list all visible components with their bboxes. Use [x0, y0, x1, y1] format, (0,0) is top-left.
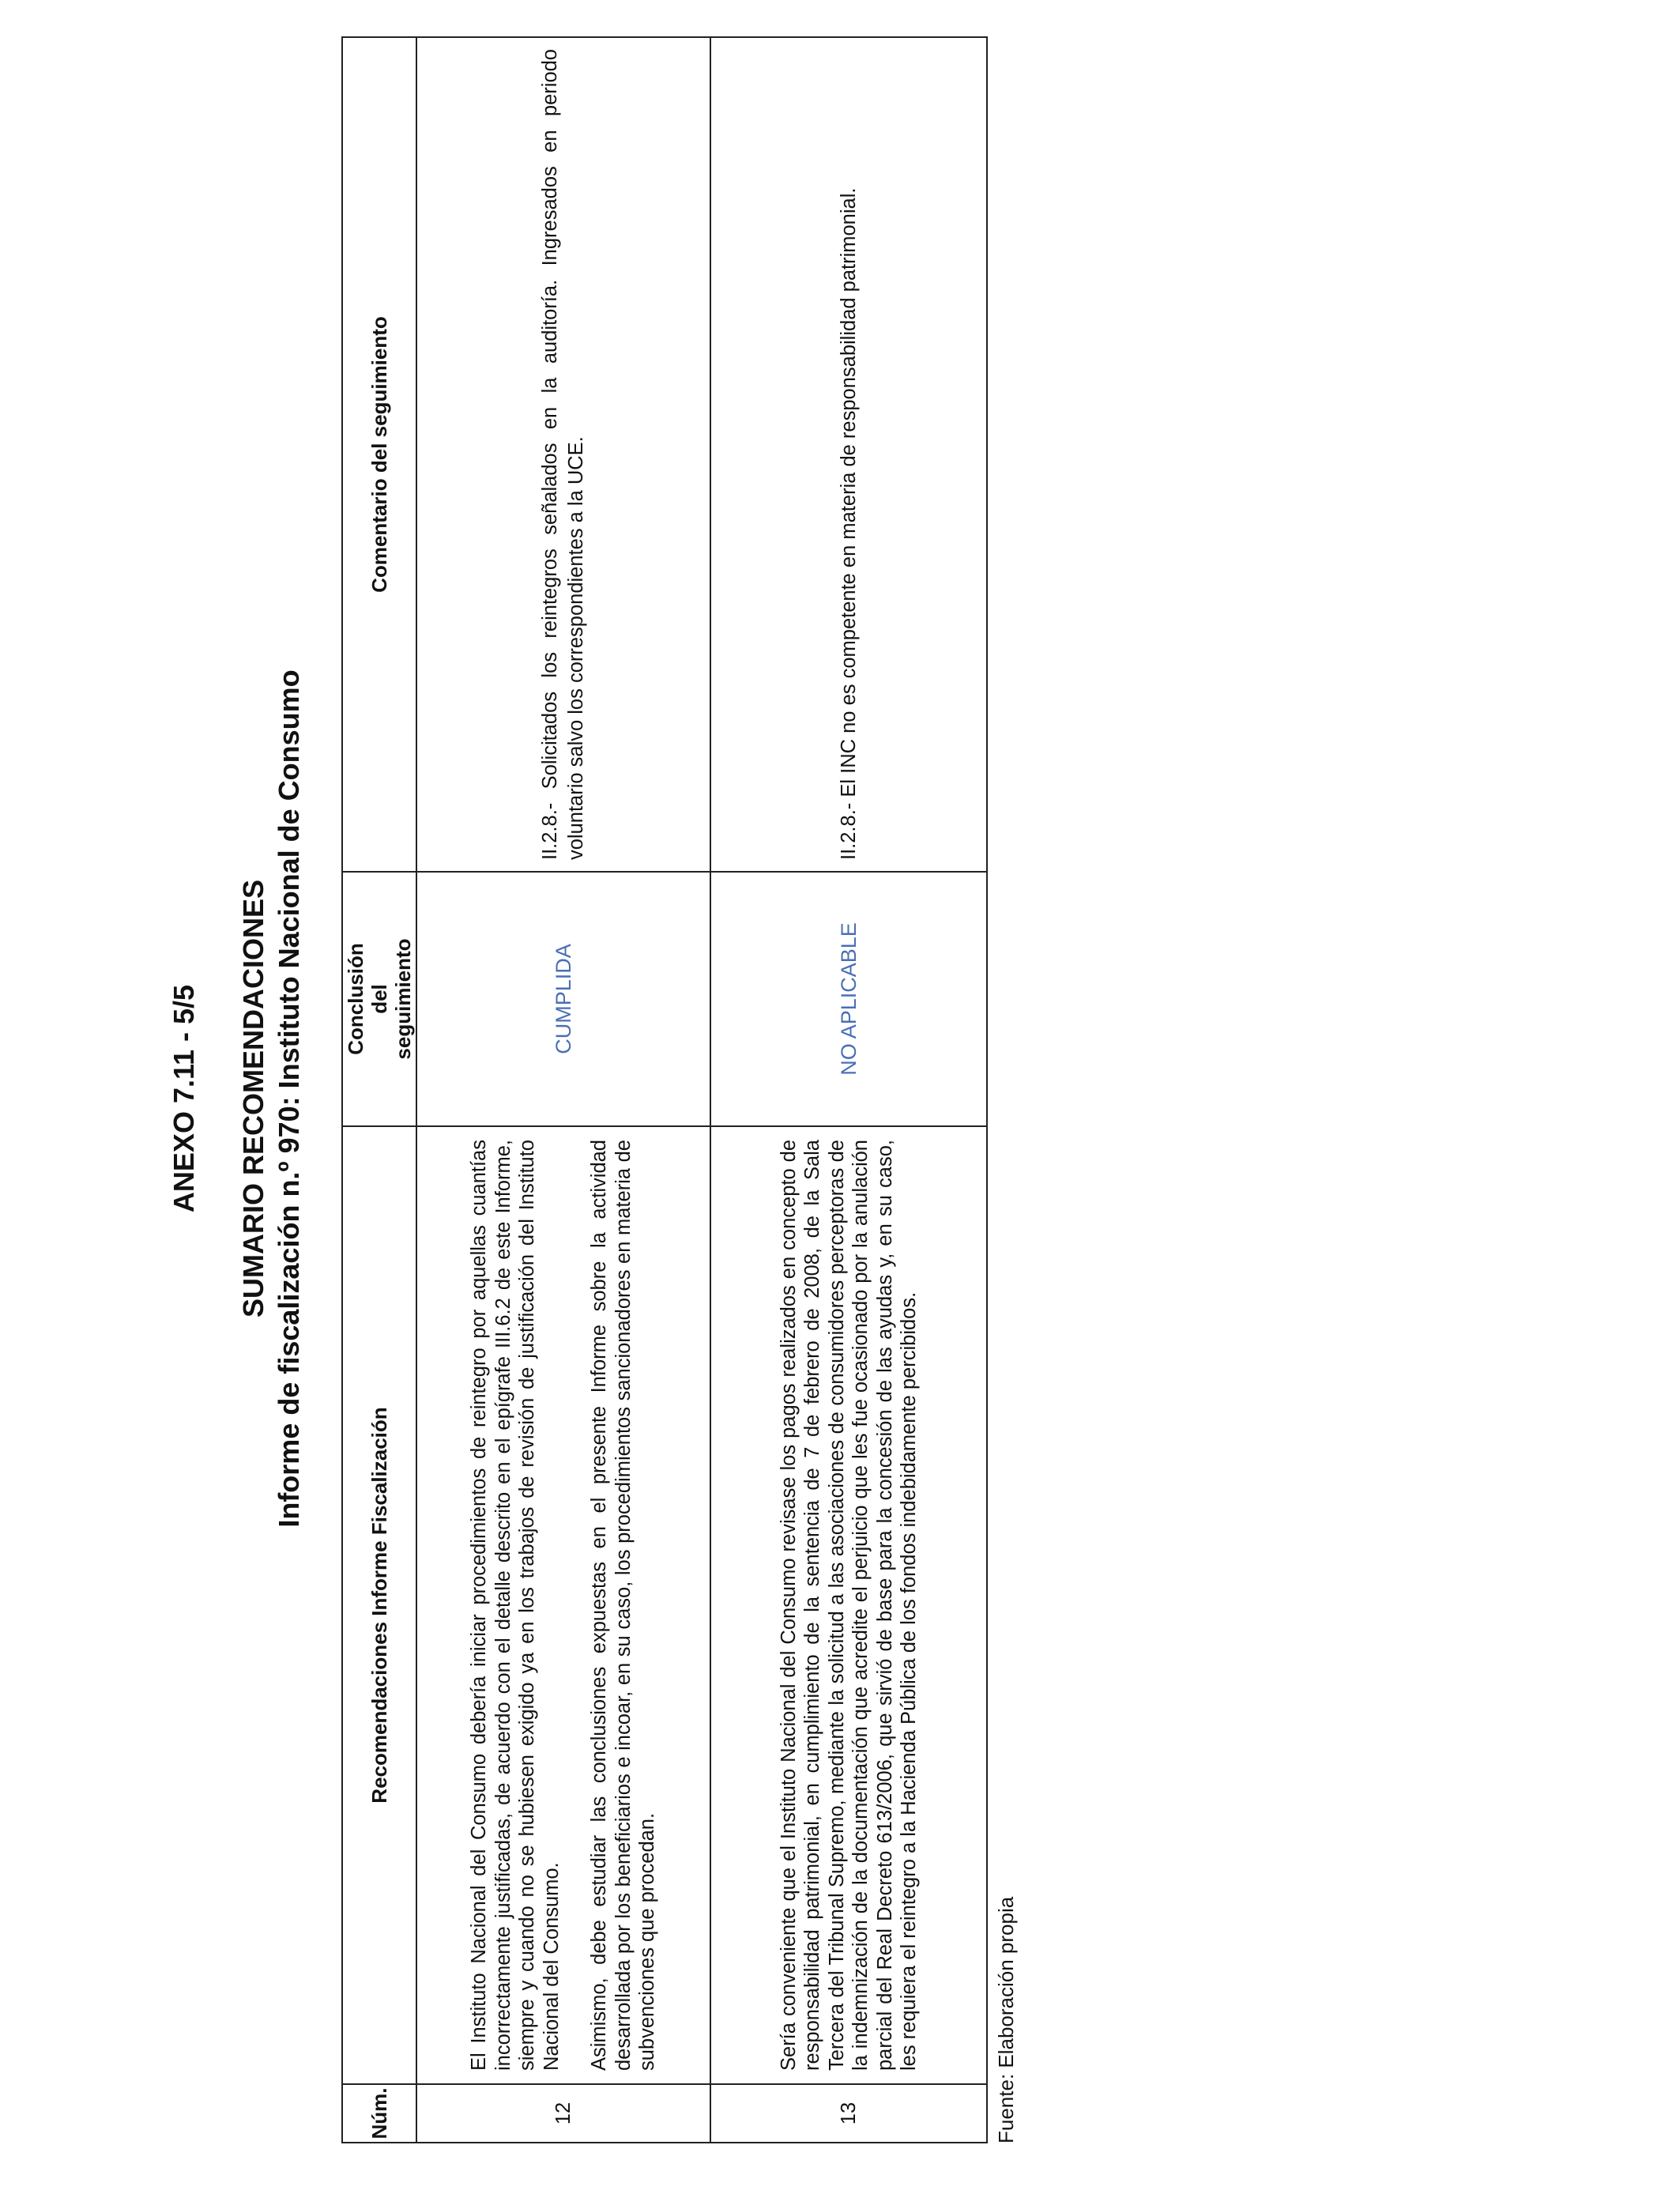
- table-header-row: [342, 37, 416, 2143]
- table-row: [416, 37, 710, 2143]
- comment-cell: II.2.8.- El INC no es competente en materia de responsabilidad patrimonial.: [710, 37, 987, 872]
- comment-cell: II.2.8.- Solicitados los reintegros señalados en la auditoría. Ingresados en periodo voluntario salvo los correspondientes a la UCE.: [416, 37, 710, 872]
- row-number: 13: [710, 2084, 987, 2143]
- recommendation-paragraph: Asimismo, debe estudiar las conclusiones expuestas en el presente Informe sobre la actividad desarrollada por los beneficiarios e incoar, en su caso, los procedimientos sancionadores en materia de subvenciones que procedan.: [588, 1140, 659, 2071]
- recommendation-paragraph: Sería conveniente que el Instituto Nacional del Consumo revisase los pagos realizados en concepto de responsabilidad patrimonial, en cumplimiento de la sentencia de 7 de febrero de 2008, de la Sala Tercera del Tribunal Supremo, mediante la solicitud a las asociaciones de consumidores perceptoras de la indemnización de la documentación que acredite el perjuicio que les fue ocasionado por la anulación parcial del Real Decreto 613/2006, que sirvió de base para la concesión de las ayudas y, en su caso, les requiera el reintegro a la Hacienda Pública de los fondos indebidamente percibidos.: [777, 1140, 920, 2071]
- rotated-page: [0, 32, 1580, 2166]
- column-header-conclusion-text: Conclusión del seguimiento: [344, 938, 415, 1060]
- column-header-conclusion: [342, 872, 416, 1126]
- recommendation-cell: [710, 1126, 987, 2084]
- source-note: Fuente: Elaboración propia: [994, 1896, 1018, 2143]
- row-number: 12: [416, 2084, 710, 2143]
- table-row: [710, 37, 987, 2143]
- recommendation-paragraph: El Instituto Nacional del Consumo debería iniciar procedimientos de reintegro por aquellas cuantías incorrectamente justificadas, de acuerdo con el detalle descrito en el epígrafe III.6.2 de este Informe, siempre y cuando no se hubiesen exigido ya en los trabajos de revisión de justificación del Instituto Nacional del Consumo.: [468, 1140, 563, 2071]
- column-header-recommendations: Recomendaciones Informe Fiscalización: [342, 1126, 416, 2084]
- report-title: Informe de fiscalización n.º 970: Instituto Nacional de Consumo: [273, 669, 305, 1528]
- conclusion-status: NO APLICABLE: [710, 872, 987, 1126]
- column-header-comment: Comentario del seguimiento: [342, 37, 416, 872]
- conclusion-status: CUMPLIDA: [416, 872, 710, 1126]
- recommendation-cell: [416, 1126, 710, 2084]
- column-header-num: Núm.: [342, 2084, 416, 2143]
- recommendations-table: [341, 36, 988, 2143]
- summary-title: SUMARIO RECOMENDACIONES: [237, 879, 269, 1318]
- annex-title: ANEXO 7.11 - 5/5: [168, 984, 200, 1213]
